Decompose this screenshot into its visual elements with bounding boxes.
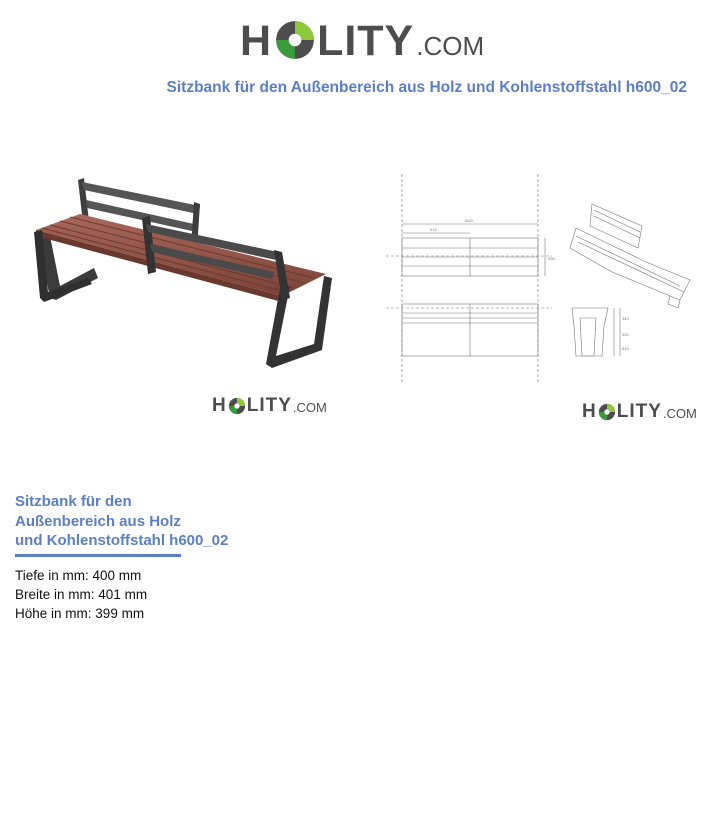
spec-depth xyxy=(15,566,147,585)
logo-domain: .COM xyxy=(416,31,485,61)
spec-value: 401 mm xyxy=(98,587,148,602)
spec-width xyxy=(15,585,147,604)
spec-height xyxy=(15,604,147,623)
logo-letter-h: H xyxy=(212,395,227,416)
logo-o-leaf-icon xyxy=(274,19,316,61)
logo-letters: LITY xyxy=(317,17,415,65)
dim-total: 1820 xyxy=(464,218,473,223)
technical-drawing xyxy=(380,168,700,388)
logo-letters: LITY xyxy=(616,401,662,422)
spec-label: Höhe in mm: xyxy=(15,606,92,621)
product-heading-line: und Kohlenstoffstahl h600_02 xyxy=(15,532,229,549)
logo-letters: LITY xyxy=(246,395,292,416)
heading-underline xyxy=(15,554,181,557)
logo-o-leaf-icon xyxy=(598,403,616,421)
product-heading-line: Sitzbank für den xyxy=(15,493,132,510)
page-title: Sitzbank für den Außenbereich aus Holz und Kohlenstoffstahl h600_02 xyxy=(166,79,687,96)
spec-label: Breite in mm: xyxy=(15,587,95,602)
product-heading-line: Außenbereich aus Holz xyxy=(15,512,181,530)
spec-value: 399 mm xyxy=(95,606,145,621)
dim-depth: 500 xyxy=(548,256,555,261)
logo-domain: .COM xyxy=(292,400,327,415)
spec-list xyxy=(15,566,147,623)
dim-h2: 400 xyxy=(622,332,629,337)
logo-letter-h: H xyxy=(582,401,597,422)
holity-watermark-right xyxy=(582,402,697,422)
dim-h1: 340 xyxy=(622,316,629,321)
dim-half: 915 xyxy=(430,227,437,232)
spec-value: 400 mm xyxy=(92,568,142,583)
logo-domain: .COM xyxy=(662,406,697,421)
logo-o-leaf-icon xyxy=(228,397,246,415)
product-heading xyxy=(15,492,275,551)
holity-watermark-left xyxy=(212,396,327,416)
logo-letter-h: H xyxy=(240,17,273,65)
dim-h3: 810 xyxy=(622,346,629,351)
spec-label: Tiefe in mm: xyxy=(15,568,89,583)
bench-photo xyxy=(28,168,333,378)
holity-logo[interactable] xyxy=(240,14,484,64)
